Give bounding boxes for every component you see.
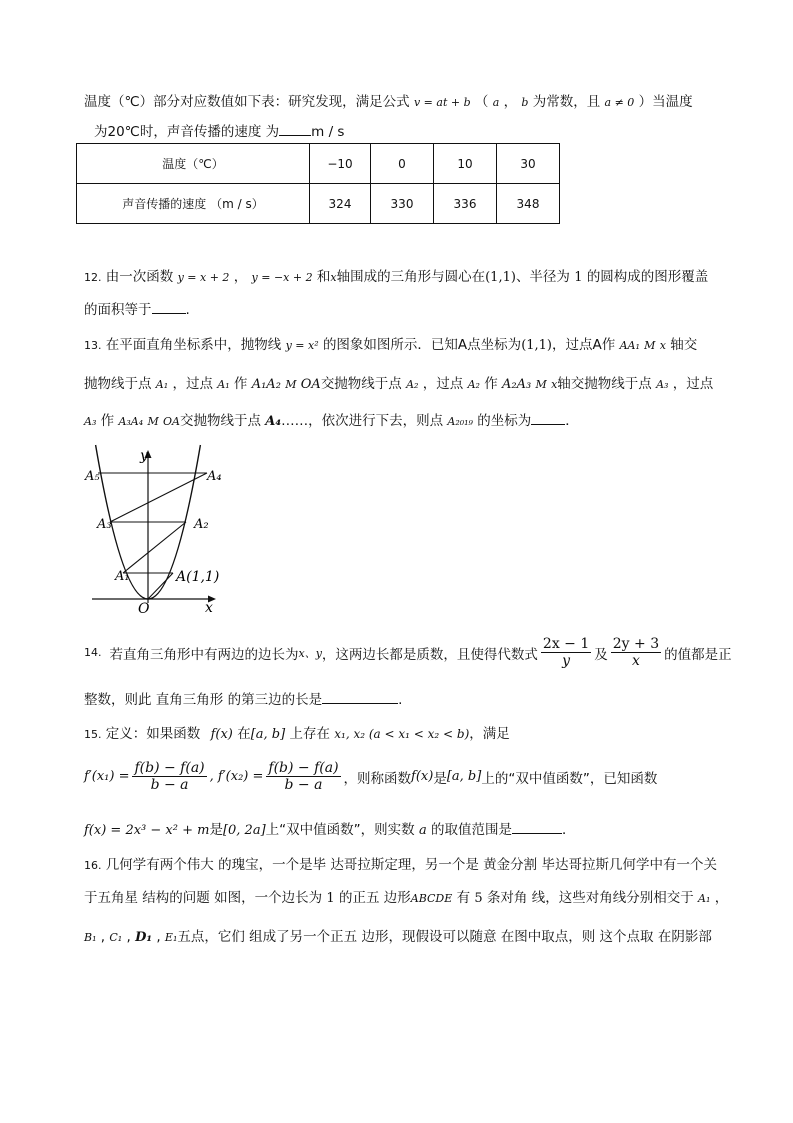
answer-blank[interactable] [279, 122, 311, 137]
q13-text: 作 [100, 413, 115, 429]
q12-text: 轴围成的三角形与圆心在 [336, 269, 486, 285]
fraction-numerator: 2x − 1 [542, 636, 590, 652]
q14-text: 整数，则此 直角三角形 的第三边的长是 [84, 692, 323, 708]
param-b: b [521, 96, 529, 109]
table-cell: −10 [310, 144, 371, 184]
table-row [77, 144, 560, 184]
table-header-cell: 声音传播的速度 （m / s） [77, 184, 310, 224]
q13-text: 轴交 [670, 337, 698, 353]
q13-text: ，过点A作 [552, 337, 616, 353]
question-number: 13. [84, 339, 102, 352]
answer-blank[interactable] [531, 411, 565, 426]
q15-text: ，满足 [469, 726, 510, 742]
label-a1: A₁ [115, 569, 130, 584]
condition: a ≠ 0 [604, 96, 635, 109]
answer-blank[interactable] [512, 820, 562, 835]
q15-var: a [418, 823, 427, 838]
q13-point: A₂₀₁₉ [447, 415, 473, 428]
q12-text: ， [233, 269, 248, 285]
q15-line-3 [84, 818, 576, 838]
q13-parabola: y = x² [285, 339, 319, 352]
q13-parallel: M [644, 339, 656, 352]
intro-text: 为 [265, 124, 280, 140]
q13-text: ，过点 [672, 376, 714, 392]
intro-line-2 [94, 120, 344, 140]
q16-number: 1 [326, 891, 335, 906]
q14-text: 若直角三角形中有两边的边长为 [109, 646, 299, 663]
q13-segment: A₂A₃ [502, 377, 532, 392]
q12-text: 、半径为 [515, 269, 570, 285]
y-axis-label: y [140, 448, 148, 464]
q13-segment: A₃A₄ [118, 415, 144, 428]
question-number: 16. [84, 859, 102, 872]
answer-blank[interactable] [322, 690, 398, 705]
q14-text: ，这两边长都是质数，且使得代数式 [321, 646, 538, 663]
q13-point: A₂ [467, 378, 480, 391]
q16-point: D₁ [135, 930, 153, 945]
q15-text: 上存在 [289, 726, 330, 742]
origin-label: O [138, 601, 150, 617]
q13-segment: OA [163, 415, 180, 428]
q15-points: x₁, x₂ (a < x₁ < x₂ < b) [334, 727, 470, 741]
intro-text: 为常数，且 [532, 94, 601, 110]
q13-line-3: A₃ 作 A₃A₄ M OA交抛物线于点 A₄……，依次进行下去，则点 A₂₀₁₉ 的坐标为 ． [84, 409, 579, 429]
q15-func: f(x) [411, 769, 434, 784]
fraction-numerator: 2y + 3 [612, 636, 660, 652]
q15-line-2 [84, 760, 657, 793]
q15-text: 是 [433, 770, 447, 787]
q14-line-2: 整数，则此 直角三角形 的第三边的长是 . [84, 688, 402, 708]
q13-var: x [659, 339, 666, 352]
label-a3: A₃ [97, 517, 112, 532]
fraction-numerator: f(b) − f(a) [268, 760, 339, 776]
q13-line-2 [84, 372, 713, 392]
label-a2: A₂ [194, 517, 209, 532]
question-number: 15. [84, 728, 102, 741]
q13-text: ，过点 [172, 376, 213, 392]
q13-point: A₂ [406, 378, 419, 391]
q16-point: B₁ [84, 931, 97, 944]
formula-v: v = at + b [413, 96, 471, 109]
q16-line-1 [84, 853, 717, 873]
q14-text: 的值都是正 [664, 646, 732, 663]
q15-text: ，则称函数 [343, 770, 412, 787]
q13-text: 在平面直角坐标系中，抛物线 [105, 337, 282, 353]
table-cell: 330 [371, 184, 434, 224]
q12-var: x [330, 271, 337, 284]
intro-text: 温度（℃）部分对应数值如下表：研究发现，满足公式 [84, 94, 410, 110]
q15-text: 上“双中值函数”，则实数 [265, 822, 415, 838]
q14-text: 及 [594, 646, 608, 663]
q13-text: 作 [484, 376, 498, 392]
x-axis-label: x [205, 600, 213, 616]
q16-point: C₁ [109, 931, 123, 944]
q15-interval: [a, b] [446, 769, 482, 784]
table-header-cell: 温度（℃） [77, 144, 310, 184]
fraction-denominator: b − a [150, 777, 189, 793]
q16-text: 有 [456, 890, 471, 906]
table-cell: 10 [434, 144, 497, 184]
parabola-figure [82, 445, 232, 620]
q12-text: 的面积等于 [84, 302, 152, 318]
q13-text: 抛物线于点 [84, 376, 152, 392]
q13-text: ，过点 [422, 376, 464, 392]
question-number: 12. [84, 271, 102, 284]
q16-point: E₁ [164, 931, 178, 944]
q14-line-1 [84, 636, 732, 669]
q13-point: (1,1) [521, 338, 553, 353]
q12-line-2: 的面积等于 . [84, 298, 190, 318]
q13-line-1 [84, 333, 697, 353]
segment-a3-a4 [110, 473, 207, 522]
label-a: A(1,1) [176, 569, 220, 585]
q12-center: (1,1) [485, 270, 516, 285]
q14-vars: x、y [298, 646, 322, 660]
q13-point: A₁ [155, 378, 169, 391]
q12-func-2: y = −x + 2 [251, 271, 313, 284]
q16-point: A₁ [698, 892, 711, 905]
q12-text: 和 [316, 269, 331, 285]
q15-interval: [a, b] [250, 727, 286, 742]
intro-text: 为20℃时，声音传播的速度 [94, 124, 262, 140]
q12-func-1: y = x + 2 [177, 271, 230, 284]
q15-derivative: f′(x₁) = [84, 769, 130, 784]
table-cell: 30 [497, 144, 560, 184]
q13-segment: A₁A₂ [251, 377, 281, 392]
q15-text: 在 [237, 726, 251, 742]
q13-point: A₄ [265, 414, 282, 429]
q12-text: 的圆构成的图形覆盖 [586, 269, 709, 285]
unit: m / s [311, 124, 345, 140]
intro-text: （ [474, 94, 489, 110]
fraction-3 [132, 760, 206, 793]
label-a5: A₅ [85, 469, 100, 484]
q13-text: 交抛物线于点 [320, 376, 402, 392]
q12-line-1 [84, 265, 708, 285]
intro-line-1 [84, 90, 693, 110]
q15-line-1 [84, 722, 510, 742]
fraction-2 [611, 636, 661, 669]
question-number: 14. [84, 646, 102, 659]
q13-text: 的图象如图所示．已知A点坐标为 [322, 337, 522, 353]
q13-parallel: M [535, 378, 547, 391]
q16-text: 的正五 边形 [338, 890, 411, 906]
q16-text: 五点，它们 组成了另一个正五 边形，现假设可以随意 在图中取点，则 这个点取 在阴影部 [177, 929, 712, 945]
q13-point: A₁ [217, 378, 230, 391]
q16-text: 几何学有两个伟大 的瑰宝，一个是毕 达哥拉斯定理，另一个是 黄金分割 毕达哥拉斯几何学中有一个关 [105, 857, 717, 873]
q13-text: 作 [233, 376, 248, 392]
table-cell: 336 [434, 184, 497, 224]
speed-table [76, 143, 560, 224]
q16-line-3: B₁ , C₁ , D₁ , E₁五点，它们 组成了另一个正五 边形，现假设可以随意 在图中取点，则 这个点取 在阴影部 [84, 929, 712, 945]
q13-point: A₃ [656, 378, 669, 391]
q16-pentagon: ABCDE [410, 892, 453, 905]
q13-text: 的坐标为 [477, 413, 532, 429]
label-a4: A₄ [207, 469, 222, 484]
fraction-numerator: f(b) − f(a) [134, 760, 205, 776]
segment-o-a [148, 573, 173, 599]
q15-derivative: , f′(x₂) = [209, 769, 264, 784]
fraction-denominator: x [631, 653, 640, 669]
q12-radius: 1 [574, 270, 583, 285]
intro-text: ）当温度 [638, 94, 693, 110]
q15-interval: [0, 2a] [222, 823, 266, 838]
q13-parallel: M [285, 378, 297, 391]
segment-a1-a2 [123, 522, 186, 573]
q15-text: 上的“双中值函数”，已知函数 [481, 770, 658, 787]
answer-blank[interactable] [152, 300, 186, 315]
q13-text: 交抛物线于点 [180, 413, 261, 429]
fraction-1 [541, 636, 591, 669]
q13-text: 轴交抛物线于点 [557, 376, 652, 392]
fraction-denominator: y [562, 653, 571, 669]
q13-point: A₃ [84, 415, 97, 428]
q13-segment: OA [300, 377, 321, 392]
param-a: a [492, 96, 500, 109]
fraction-4 [266, 760, 340, 793]
fraction-denominator: b − a [284, 777, 323, 793]
q15-text: 的取值范围是 [431, 822, 513, 838]
q13-text: ……，依次进行下去，则点 [281, 413, 444, 429]
intro-text: ， [503, 94, 518, 110]
table-cell: 324 [310, 184, 371, 224]
q16-line-2 [84, 886, 728, 906]
q16-text: 于五角星 结构的问题 如图，一个边长为 [84, 890, 323, 906]
q13-var: x [551, 378, 558, 391]
q15-function-def: f(x) = 2x³ − x² + m [84, 823, 210, 838]
table-cell: 348 [497, 184, 560, 224]
q12-text: 由一次函数 [105, 269, 174, 285]
q15-func: f(x) [210, 727, 233, 742]
q15-text: 定义：如果函数 [105, 726, 201, 742]
q13-parallel: M [147, 415, 159, 428]
q13-segment: AA₁ [619, 339, 640, 352]
q16-text: ， [714, 890, 729, 906]
q16-text: 条对角 线，这些对角线分别相交于 [486, 890, 694, 906]
q15-text: ． [562, 822, 576, 838]
q16-number: 5 [474, 891, 483, 906]
table-row [77, 184, 560, 224]
q15-text: 是 [209, 822, 223, 838]
table-cell: 0 [371, 144, 434, 184]
